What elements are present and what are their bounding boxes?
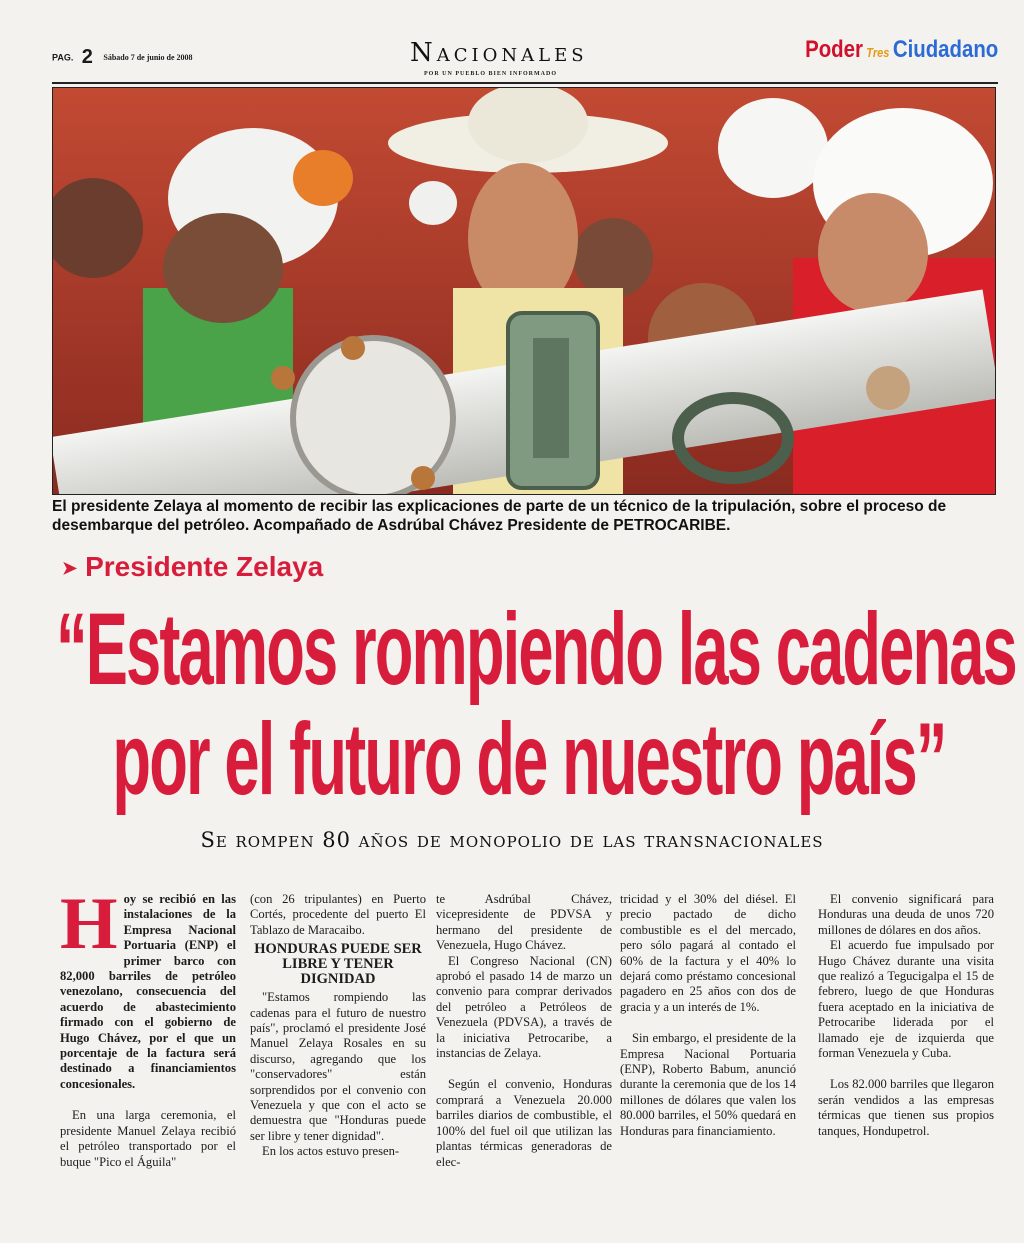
header-rule <box>52 82 998 84</box>
section-title: Nacionales <box>410 38 588 68</box>
page-number: 2 <box>81 46 93 68</box>
paragraph: Según el convenio, Honduras comprará a Venezuela 20.000 barriles diarios de combustible, el 100% del fuel oil que utilizan las plantas térmicas generadoras de elec- <box>436 1077 612 1169</box>
page-label: PAG. <box>52 52 74 63</box>
issue-date: Sábado 7 de junio de 2008 <box>103 53 193 62</box>
paragraph: (con 26 tripulantes) en Puerto Cortés, procedente del puerto El Tablazo de Maracaibo. <box>250 892 426 937</box>
logo-poder: Poder <box>804 36 863 63</box>
paragraph: El acuerdo fue impulsado por Hugo Chávez durante una visita que realizó a Tegucigalpa el 15 de febrero, luego de que Honduras fuera aceptado en la iniciativa de Petrocaribe liderada por el llamado eje de izquierda que forman Venezuela y Cuba. <box>818 938 994 1061</box>
paragraph: En los actos estuvo presen- <box>262 1144 400 1159</box>
page-info <box>52 46 193 69</box>
page-header <box>52 36 998 88</box>
newspaper-logo <box>805 36 998 64</box>
logo-mid: Tres <box>866 45 890 60</box>
article-column-3 <box>436 892 612 1170</box>
kicker <box>62 551 323 583</box>
article-subheading: HONDURAS PUEDE SER LIBRE Y TENER DIGNIDAD <box>254 941 422 988</box>
article-column-1 <box>60 883 236 1170</box>
logo-ciudadano: Ciudadano <box>892 36 998 63</box>
paragraph: oy se recibió en las instalaciones de la Empresa Nacional Portuaria (ENP) el primer barco con 82,000 barriles de petróleo venezolano, consecuencia del acuerdo de abastecimiento firmado con el gobierno de Hugo Chávez, por el que un porcentaje de la factura será destinado a financiamientos concesionales. <box>60 892 236 1091</box>
drop-cap: H <box>60 883 118 965</box>
photo-caption: El presidente Zelaya al momento de recibir las explicaciones de parte de un técnico de la tripulación, sobre el proceso de desembarque del petróleo. Acompañado de Asdrúbal Chávez Presidente de PETROCARIBE. <box>52 498 947 534</box>
photo-icon <box>53 88 996 495</box>
section-motto: POR UN PUEBLO BIEN INFORMADO <box>424 71 558 77</box>
paragraph: El convenio significará para Honduras una deuda de unos 720 millones de dólares en dos años. <box>818 892 994 937</box>
subheadline: Se rompen 80 años de monopolio de las transnacionales <box>200 828 824 852</box>
headline-line-1: “Estamos rompiendo las cadenas <box>55 592 1016 706</box>
article-column-5 <box>818 892 994 1139</box>
paragraph: El Congreso Nacional (CN) aprobó el pasado 14 de marzo un convenio para comprar derivados del petróleo a Petróleos de Venezuela (PDVSA), a través de la iniciativa Petrocaribe, a instancias de Zelaya. <box>436 953 612 1061</box>
paragraph: En una larga ceremonia, el presidente Manuel Zelaya recibió el petróleo transportado por el buque "Pico el Águila" <box>60 1108 236 1169</box>
paragraph: Sin embargo, el presidente de la Empresa Nacional Portuaria (ENP), Roberto Babum, anunció durante la ceremonia que de los 14 millones de dólares que valen los 80.000 barriles, el 50% quedará en Honduras para financiamiento. <box>620 1031 796 1138</box>
article-column-4 <box>620 892 796 1139</box>
article-body <box>60 883 994 1222</box>
paragraph: tricidad y el 30% del diésel. El precio pactado de dicho combustible es el del mercado, pero sólo pagará al contado el 60% de la factura y el 40% lo dejará como préstamo concesional pagadero en 25 años con dos de gracia y a un interés de 1%. <box>620 892 796 1014</box>
headline <box>55 592 1016 816</box>
paragraph: Los 82.000 barriles que llegaron serán vendidos a las empresas térmicas que tienen sus propios tanques, Hondupetrol. <box>818 1077 994 1138</box>
kicker-text: Presidente Zelaya <box>85 551 324 582</box>
arrow-right-icon: ➤ <box>62 558 78 579</box>
headline-line-2: por el futuro de nuestro país” <box>112 702 946 816</box>
news-photo <box>52 87 996 495</box>
paragraph: te Asdrúbal Chávez, vicepresidente de PDVSA y hermano del presidente de Venezuela, Hugo Chávez. <box>436 892 612 953</box>
article-column-2 <box>250 892 426 1160</box>
paragraph: "Estamos rompiendo las cadenas para el futuro de nuestro país", proclamó el presidente José Manuel Zelaya Rosales en su discurso, agregando que los "conservadores" están sorprendidos por el convenio con Venezuela y que con el acto se demuestra que "Honduras puede ser libre y tener dignidad". <box>250 990 426 1143</box>
